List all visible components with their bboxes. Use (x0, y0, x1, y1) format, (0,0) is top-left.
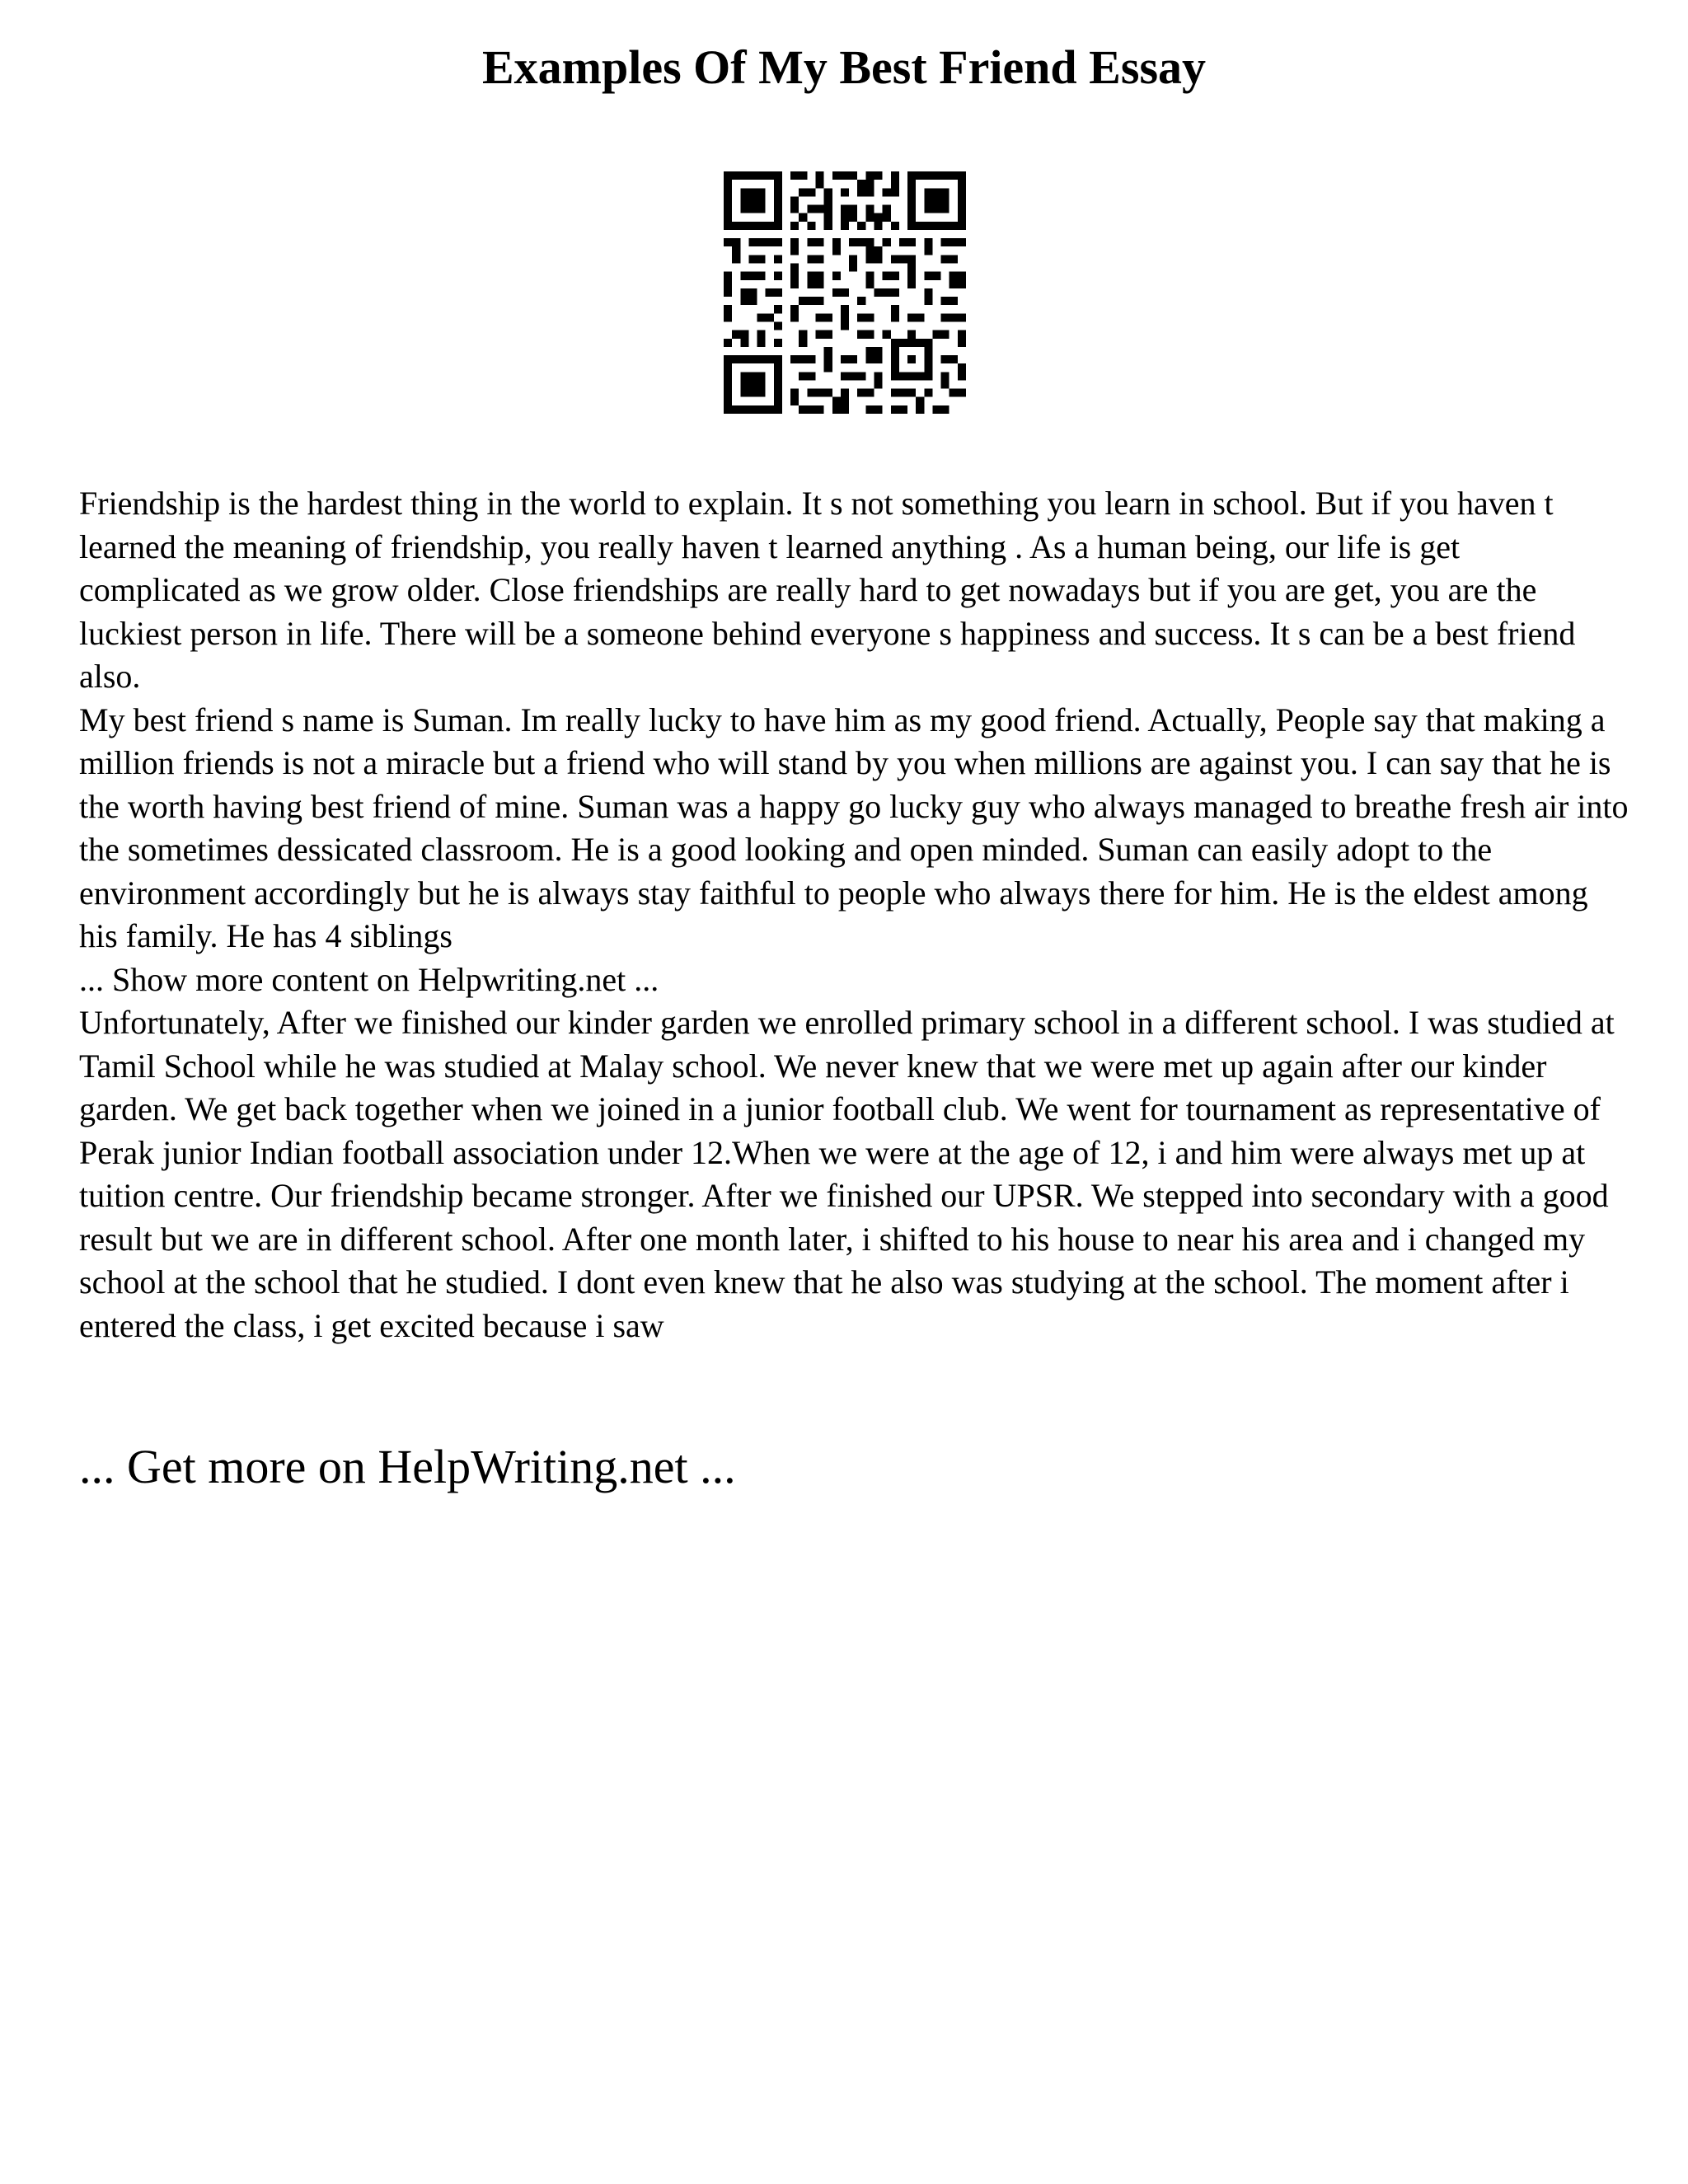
page-title: Examples Of My Best Friend Essay (481, 40, 1207, 94)
get-more-link[interactable]: ... Get more on HelpWriting.net ... (79, 1440, 736, 1493)
essay-paragraph-1: Friendship is the hardest thing in the world to explain. It s not something you learn in school. But if you haven t learned the meaning of friendship, you really haven t learned anything . As a human being, our life is get complicated as we grow older. Close friendships are really hard to get nowadays but if you are get, you are the luckiest person in life. There will be a someone behind everyone s happiness and success. It s can be a best friend also. (79, 485, 1576, 695)
essay-body (79, 482, 1629, 1347)
essay-paragraph-3: Unfortunately, After we finished our kinder garden we enrolled primary school in a different school. I was studied at Tamil School while he was studied at Malay school. We never knew that we were met up again after our kinder garden. We get back together when we joined in a junior football club. We went for tournament as representative of Perak junior Indian football association under 12.When we were at the age of 12, i and him were always met up at tuition centre. Our friendship became stronger. After we finished our UPSR. We stepped into secondary with a good result but we are in different school. After one month later, i shifted to his house to near his area and i changed my school at the school that he studied. I dont even knew that he also was studying at the school. The moment after i entered the class, i get excited because i saw (79, 1004, 1615, 1344)
qr-code-icon (724, 171, 966, 414)
show-more-link[interactable]: ... Show more content on Helpwriting.net ... (79, 960, 659, 998)
essay-paragraph-2: My best friend s name is Suman. Im really lucky to have him as my good friend. Actually, People say that making a million friends is not a miracle but a friend who will stand by you when millions are against you. I can say that he is the worth having best friend of mine. Suman was a happy go lucky guy who always managed to breathe fresh air into the sometimes dessicated classroom. He is a good looking and open minded. Suman can easily adopt to the environment accordingly but he is always stay faithful to people who always there for him. He is the eldest among his family. He has 4 siblings (79, 701, 1629, 954)
